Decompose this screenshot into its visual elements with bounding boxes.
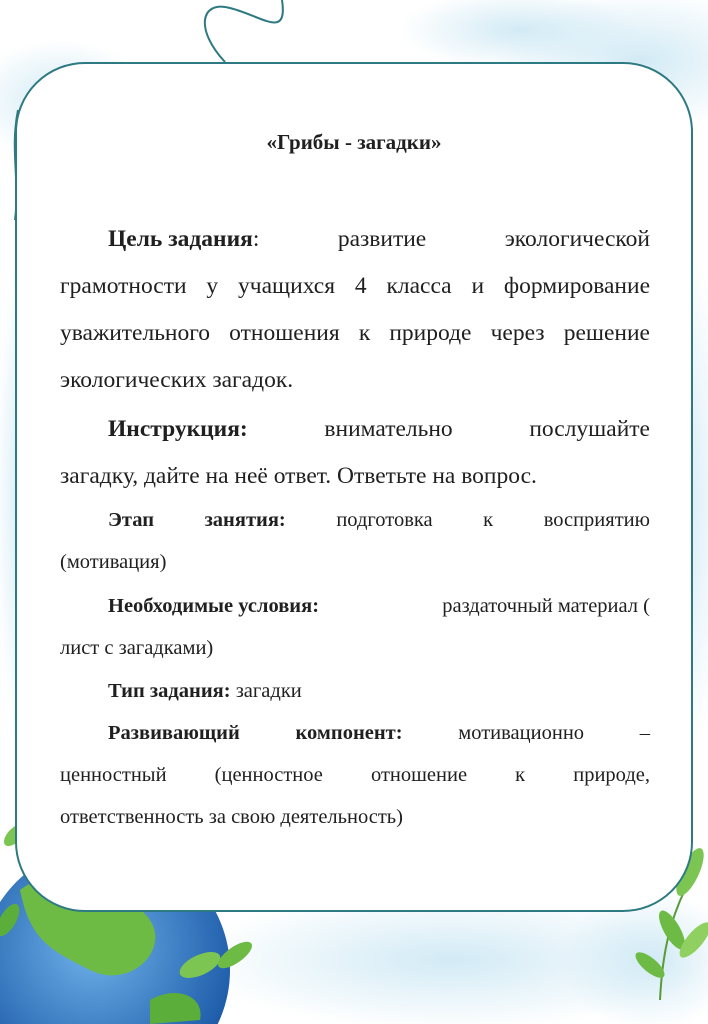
stage-text: (мотивация) bbox=[60, 551, 167, 573]
instruction-text: загадку, дайте на неё ответ. Ответьте на вопрос. bbox=[60, 463, 537, 489]
goal-label: Цель задания bbox=[108, 226, 253, 252]
page-title: «Грибы - загадки» bbox=[266, 130, 442, 154]
stage-label-2: занятия: bbox=[204, 509, 286, 531]
component-paragraph: Развивающий компонент: мотивационно – ценностный (ценностное отношение к природе, ответственность за свою деятельность) bbox=[60, 712, 650, 838]
task-type-paragraph bbox=[60, 670, 650, 712]
stage-paragraph: Этап занятия: подготовка к восприятию (мотивация) bbox=[60, 499, 650, 583]
conditions-text: лист с загадками) bbox=[60, 637, 214, 659]
component-text: ответственность за свою деятельность) bbox=[60, 806, 403, 828]
goal-text: грамотности у учащихся 4 класса и формирование уважительного отношения к природе через решение экологических загадок. bbox=[60, 273, 650, 393]
instruction-label: Инструкция: bbox=[108, 416, 248, 442]
task-type-value: загадки bbox=[235, 680, 302, 702]
stage-label-1: Этап bbox=[108, 509, 155, 531]
conditions-label: Необходимые условия: bbox=[108, 595, 320, 617]
component-label-1: Развивающий bbox=[108, 722, 240, 744]
goal-paragraph: Цель задания: развитие экологической грамотности у учащихся 4 класса и формирование уважительного отношения к природе через решение экологических загадок. bbox=[60, 216, 650, 404]
component-label-2: компонент: bbox=[295, 722, 403, 744]
conditions-paragraph: Необходимые условия: раздаточный материал ( лист с загадками) bbox=[60, 585, 650, 669]
task-type-label: Тип задания: bbox=[108, 680, 231, 702]
instruction-paragraph: Инструкция: внимательно послушайте загадку, дайте на неё ответ. Ответьте на вопрос. bbox=[60, 406, 650, 500]
